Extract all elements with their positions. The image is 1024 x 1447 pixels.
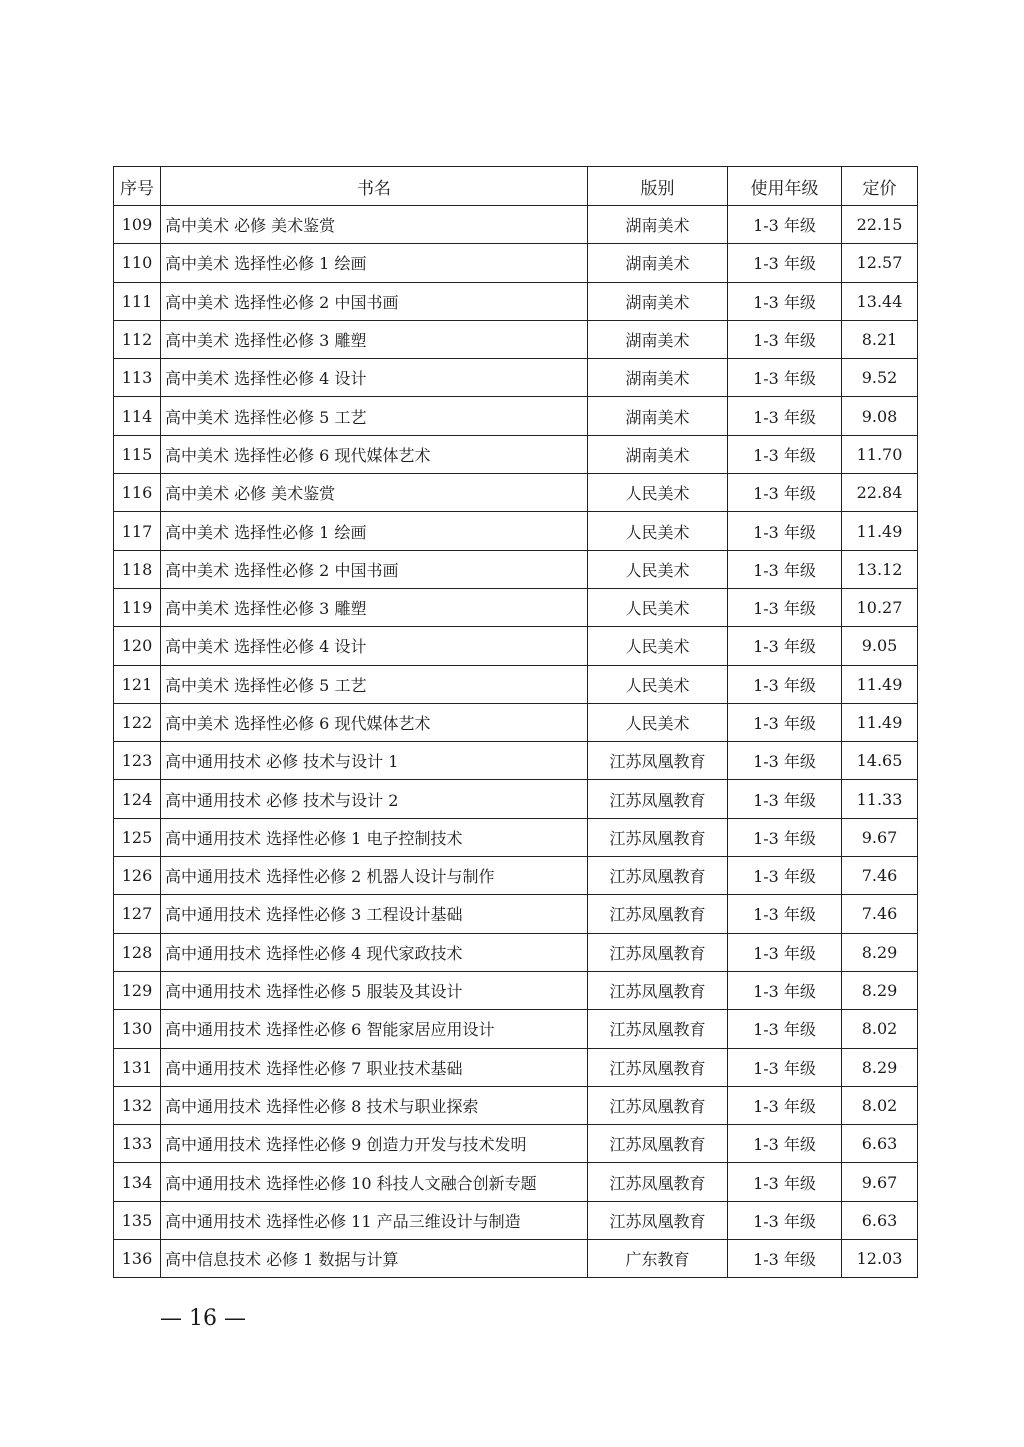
cell-publisher: 江苏凤凰教育 [588, 742, 728, 780]
cell-price: 11.49 [842, 512, 918, 550]
cell-publisher: 江苏凤凰教育 [588, 1010, 728, 1048]
cell-price: 8.02 [842, 1086, 918, 1124]
cell-price: 13.44 [842, 282, 918, 320]
cell-price: 9.67 [842, 1163, 918, 1201]
cell-publisher: 人民美术 [588, 588, 728, 626]
cell-seq: 131 [114, 1048, 161, 1086]
cell-grade: 1-3 年级 [728, 550, 842, 588]
table-row [114, 435, 918, 473]
cell-publisher: 人民美术 [588, 512, 728, 550]
header-seq: 序号 [114, 167, 161, 206]
cell-seq: 134 [114, 1163, 161, 1201]
cell-book-name: 高中美术 选择性必修 1 绘画 [161, 244, 588, 282]
cell-seq: 135 [114, 1201, 161, 1239]
cell-publisher: 江苏凤凰教育 [588, 933, 728, 971]
table-row [114, 703, 918, 741]
cell-publisher: 人民美术 [588, 627, 728, 665]
cell-book-name: 高中通用技术 选择性必修 3 工程设计基础 [161, 895, 588, 933]
cell-price: 9.67 [842, 818, 918, 856]
cell-grade: 1-3 年级 [728, 703, 842, 741]
cell-seq: 122 [114, 703, 161, 741]
cell-book-name: 高中信息技术 必修 1 数据与计算 [161, 1240, 588, 1278]
table-row [114, 282, 918, 320]
table-row [114, 1163, 918, 1201]
cell-seq: 130 [114, 1010, 161, 1048]
cell-price: 22.84 [842, 474, 918, 512]
cell-book-name: 高中美术 必修 美术鉴赏 [161, 474, 588, 512]
cell-grade: 1-3 年级 [728, 1201, 842, 1239]
cell-publisher: 湖南美术 [588, 320, 728, 358]
cell-book-name: 高中美术 必修 美术鉴赏 [161, 206, 588, 244]
cell-publisher: 江苏凤凰教育 [588, 1125, 728, 1163]
cell-publisher: 江苏凤凰教育 [588, 1201, 728, 1239]
cell-publisher: 人民美术 [588, 550, 728, 588]
cell-seq: 121 [114, 665, 161, 703]
cell-seq: 126 [114, 857, 161, 895]
cell-seq: 112 [114, 320, 161, 358]
cell-seq: 115 [114, 435, 161, 473]
textbook-table [113, 166, 918, 1278]
cell-seq: 111 [114, 282, 161, 320]
cell-grade: 1-3 年级 [728, 244, 842, 282]
cell-grade: 1-3 年级 [728, 1125, 842, 1163]
cell-seq: 119 [114, 588, 161, 626]
cell-price: 8.21 [842, 320, 918, 358]
cell-seq: 116 [114, 474, 161, 512]
table-row [114, 1086, 918, 1124]
cell-price: 11.33 [842, 780, 918, 818]
cell-grade: 1-3 年级 [728, 780, 842, 818]
table-row [114, 1201, 918, 1239]
cell-grade: 1-3 年级 [728, 1048, 842, 1086]
cell-grade: 1-3 年级 [728, 627, 842, 665]
table-row [114, 665, 918, 703]
cell-book-name: 高中美术 选择性必修 3 雕塑 [161, 588, 588, 626]
cell-price: 11.70 [842, 435, 918, 473]
cell-book-name: 高中美术 选择性必修 6 现代媒体艺术 [161, 435, 588, 473]
cell-grade: 1-3 年级 [728, 933, 842, 971]
table-row [114, 512, 918, 550]
cell-price: 22.15 [842, 206, 918, 244]
cell-publisher: 江苏凤凰教育 [588, 1086, 728, 1124]
cell-grade: 1-3 年级 [728, 818, 842, 856]
table-row [114, 895, 918, 933]
cell-book-name: 高中美术 选择性必修 5 工艺 [161, 397, 588, 435]
cell-grade: 1-3 年级 [728, 857, 842, 895]
cell-publisher: 江苏凤凰教育 [588, 971, 728, 1009]
table-row [114, 818, 918, 856]
cell-book-name: 高中通用技术 必修 技术与设计 1 [161, 742, 588, 780]
table-row [114, 933, 918, 971]
cell-book-name: 高中美术 选择性必修 1 绘画 [161, 512, 588, 550]
cell-book-name: 高中美术 选择性必修 2 中国书画 [161, 550, 588, 588]
header-name: 书名 [161, 167, 588, 206]
cell-publisher: 江苏凤凰教育 [588, 818, 728, 856]
cell-price: 7.46 [842, 857, 918, 895]
cell-book-name: 高中通用技术 选择性必修 1 电子控制技术 [161, 818, 588, 856]
cell-price: 8.29 [842, 971, 918, 1009]
cell-book-name: 高中美术 选择性必修 4 设计 [161, 627, 588, 665]
table-row [114, 244, 918, 282]
table-row [114, 1240, 918, 1278]
cell-book-name: 高中通用技术 选择性必修 4 现代家政技术 [161, 933, 588, 971]
cell-grade: 1-3 年级 [728, 1010, 842, 1048]
cell-publisher: 江苏凤凰教育 [588, 895, 728, 933]
cell-seq: 132 [114, 1086, 161, 1124]
cell-seq: 120 [114, 627, 161, 665]
cell-grade: 1-3 年级 [728, 665, 842, 703]
cell-book-name: 高中通用技术 选择性必修 10 科技人文融合创新专题 [161, 1163, 588, 1201]
cell-seq: 109 [114, 206, 161, 244]
cell-publisher: 江苏凤凰教育 [588, 1163, 728, 1201]
cell-price: 13.12 [842, 550, 918, 588]
table-row [114, 397, 918, 435]
cell-grade: 1-3 年级 [728, 742, 842, 780]
cell-seq: 127 [114, 895, 161, 933]
cell-book-name: 高中通用技术 选择性必修 8 技术与职业探索 [161, 1086, 588, 1124]
cell-price: 8.29 [842, 933, 918, 971]
table-row [114, 206, 918, 244]
cell-grade: 1-3 年级 [728, 1086, 842, 1124]
table-row [114, 627, 918, 665]
cell-publisher: 湖南美术 [588, 435, 728, 473]
cell-seq: 110 [114, 244, 161, 282]
table-body [114, 206, 918, 1278]
cell-price: 12.03 [842, 1240, 918, 1278]
cell-grade: 1-3 年级 [728, 474, 842, 512]
cell-price: 10.27 [842, 588, 918, 626]
table-row [114, 857, 918, 895]
cell-seq: 136 [114, 1240, 161, 1278]
cell-book-name: 高中美术 选择性必修 6 现代媒体艺术 [161, 703, 588, 741]
cell-publisher: 人民美术 [588, 665, 728, 703]
cell-seq: 125 [114, 818, 161, 856]
cell-price: 7.46 [842, 895, 918, 933]
cell-publisher: 湖南美术 [588, 244, 728, 282]
cell-publisher: 湖南美术 [588, 359, 728, 397]
cell-price: 6.63 [842, 1125, 918, 1163]
cell-seq: 133 [114, 1125, 161, 1163]
table-row [114, 971, 918, 1009]
header-price: 定价 [842, 167, 918, 206]
cell-price: 9.52 [842, 359, 918, 397]
cell-price: 9.08 [842, 397, 918, 435]
cell-book-name: 高中美术 选择性必修 3 雕塑 [161, 320, 588, 358]
cell-book-name: 高中通用技术 必修 技术与设计 2 [161, 780, 588, 818]
table-header-row [114, 167, 918, 206]
cell-price: 9.05 [842, 627, 918, 665]
cell-grade: 1-3 年级 [728, 588, 842, 626]
table-row [114, 1010, 918, 1048]
table-row [114, 359, 918, 397]
cell-grade: 1-3 年级 [728, 512, 842, 550]
cell-grade: 1-3 年级 [728, 971, 842, 1009]
header-publisher: 版别 [588, 167, 728, 206]
cell-publisher: 江苏凤凰教育 [588, 780, 728, 818]
cell-publisher: 湖南美术 [588, 282, 728, 320]
cell-price: 8.29 [842, 1048, 918, 1086]
cell-seq: 129 [114, 971, 161, 1009]
cell-seq: 118 [114, 550, 161, 588]
cell-book-name: 高中美术 选择性必修 2 中国书画 [161, 282, 588, 320]
cell-price: 14.65 [842, 742, 918, 780]
cell-seq: 114 [114, 397, 161, 435]
cell-grade: 1-3 年级 [728, 1163, 842, 1201]
cell-publisher: 广东教育 [588, 1240, 728, 1278]
table-row [114, 588, 918, 626]
cell-book-name: 高中通用技术 选择性必修 7 职业技术基础 [161, 1048, 588, 1086]
cell-price: 11.49 [842, 703, 918, 741]
table-row [114, 320, 918, 358]
table-row [114, 474, 918, 512]
cell-book-name: 高中通用技术 选择性必修 6 智能家居应用设计 [161, 1010, 588, 1048]
cell-grade: 1-3 年级 [728, 320, 842, 358]
cell-book-name: 高中美术 选择性必修 4 设计 [161, 359, 588, 397]
cell-price: 6.63 [842, 1201, 918, 1239]
table-row [114, 780, 918, 818]
table-row [114, 1125, 918, 1163]
table-row [114, 1048, 918, 1086]
table-row [114, 742, 918, 780]
cell-grade: 1-3 年级 [728, 435, 842, 473]
cell-seq: 113 [114, 359, 161, 397]
cell-publisher: 人民美术 [588, 474, 728, 512]
cell-book-name: 高中通用技术 选择性必修 5 服装及其设计 [161, 971, 588, 1009]
cell-grade: 1-3 年级 [728, 359, 842, 397]
cell-book-name: 高中通用技术 选择性必修 9 创造力开发与技术发明 [161, 1125, 588, 1163]
cell-grade: 1-3 年级 [728, 282, 842, 320]
cell-book-name: 高中通用技术 选择性必修 2 机器人设计与制作 [161, 857, 588, 895]
cell-grade: 1-3 年级 [728, 1240, 842, 1278]
cell-price: 11.49 [842, 665, 918, 703]
cell-seq: 123 [114, 742, 161, 780]
cell-publisher: 人民美术 [588, 703, 728, 741]
page-number: — 16 — [160, 1306, 246, 1331]
cell-book-name: 高中通用技术 选择性必修 11 产品三维设计与制造 [161, 1201, 588, 1239]
header-grade: 使用年级 [728, 167, 842, 206]
cell-grade: 1-3 年级 [728, 397, 842, 435]
cell-seq: 117 [114, 512, 161, 550]
cell-publisher: 江苏凤凰教育 [588, 1048, 728, 1086]
cell-publisher: 江苏凤凰教育 [588, 857, 728, 895]
cell-seq: 124 [114, 780, 161, 818]
textbook-table-container [113, 166, 917, 1278]
cell-seq: 128 [114, 933, 161, 971]
cell-price: 12.57 [842, 244, 918, 282]
table-row [114, 550, 918, 588]
cell-grade: 1-3 年级 [728, 895, 842, 933]
cell-publisher: 湖南美术 [588, 206, 728, 244]
cell-price: 8.02 [842, 1010, 918, 1048]
cell-book-name: 高中美术 选择性必修 5 工艺 [161, 665, 588, 703]
cell-publisher: 湖南美术 [588, 397, 728, 435]
cell-grade: 1-3 年级 [728, 206, 842, 244]
